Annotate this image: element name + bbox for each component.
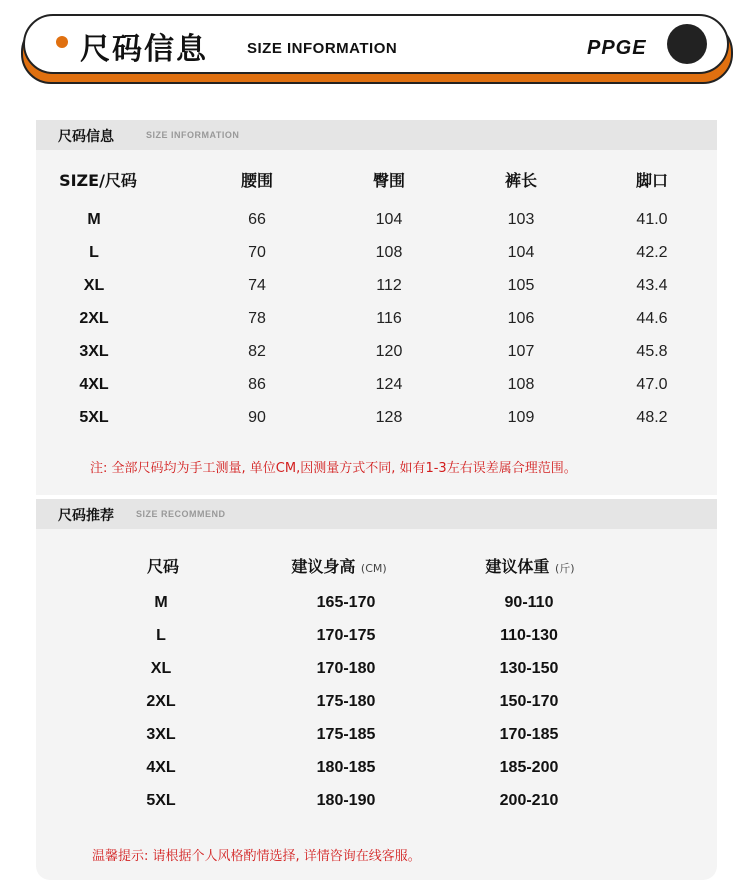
size-recommend-cell: 185-200 (499, 759, 559, 776)
size-recommend-note: 温馨提示: 请根据个人风格酌情选择, 详情咨询在线客服。 (92, 849, 421, 864)
size-recommend-cell: 200-210 (499, 792, 559, 809)
size-info-cell: 70 (248, 244, 266, 261)
header-title-cn: 尺码信息 (80, 32, 208, 67)
size-recommend-col-header (485, 554, 574, 577)
size-info-cell: 48.2 (636, 409, 668, 426)
header-title-en: SIZE INFORMATION (247, 40, 398, 57)
size-info-cell-size: 3XL (79, 343, 109, 360)
size-info-cell: 43.4 (636, 277, 668, 294)
size-info-cell-size: XL (83, 277, 105, 294)
size-recommend-cell: 165-170 (316, 594, 376, 611)
size-info-cell: 128 (375, 409, 403, 426)
size-info-note: 注: 全部尺码均为手工测量, 单位CM,因测量方式不同, 如有1-3左右误差属合理范围。 (90, 461, 577, 476)
size-info-cell: 104 (375, 211, 403, 228)
size-info-cell: 107 (507, 343, 535, 360)
size-info-cell-size: 5XL (79, 409, 109, 426)
size-recommend-col-header (291, 554, 386, 577)
size-info-cell-size: L (89, 244, 99, 261)
size-info-cell: 66 (248, 211, 266, 228)
size-info-cell: 108 (507, 376, 535, 393)
size-info-card-header (36, 120, 717, 150)
size-recommend-title-cn: 尺码推荐 (58, 508, 114, 524)
size-info-cell: 78 (248, 310, 266, 327)
size-recommend-cell: 175-180 (316, 693, 376, 710)
size-recommend-col-label: 建议身高 (291, 557, 356, 576)
size-info-cell: 86 (248, 376, 266, 393)
size-info-card (36, 120, 717, 495)
size-recommend-cell-size: 4XL (146, 759, 176, 776)
size-info-cell: 116 (376, 310, 402, 327)
size-recommend-col-header: 尺码 (146, 557, 180, 576)
brand-logo: PPGE (587, 37, 647, 59)
size-info-title-cn: 尺码信息 (58, 129, 114, 145)
size-recommend-cell: 110-130 (500, 627, 558, 644)
size-info-col-header: 脚口 (635, 171, 669, 190)
expand-button[interactable] (667, 24, 707, 64)
size-recommend-cell-size: 5XL (146, 792, 176, 809)
size-info-cell-size: 2XL (79, 310, 109, 327)
size-info-cell: 42.2 (636, 244, 668, 261)
size-recommend-cell-size: 3XL (146, 726, 176, 743)
size-recommend-cell-size: 2XL (146, 693, 176, 710)
size-info-cell: 108 (375, 244, 403, 261)
size-recommend-cell: 90-110 (504, 594, 554, 611)
size-recommend-cell: 170-175 (316, 627, 376, 644)
page-header (23, 14, 729, 74)
size-info-cell: 104 (507, 244, 535, 261)
size-info-cell: 74 (248, 277, 266, 294)
size-info-cell-size: M (87, 211, 101, 228)
size-info-col-header: 臀围 (372, 171, 406, 190)
size-info-col-header: 腰围 (240, 171, 274, 190)
size-info-cell: 82 (248, 343, 266, 360)
size-recommend-cell-size: M (154, 594, 168, 611)
size-recommend-cell-size: L (156, 627, 166, 644)
size-recommend-card-header (36, 499, 717, 529)
size-recommend-cell: 170-180 (316, 660, 376, 677)
size-info-cell: 47.0 (636, 376, 668, 393)
size-recommend-cell: 150-170 (499, 693, 559, 710)
size-recommend-col-unit: (CM) (360, 562, 387, 575)
size-info-title-en: SIZE INFORMATION (146, 130, 240, 140)
triangle-down-icon (676, 35, 698, 53)
size-info-cell: 41.0 (636, 211, 668, 228)
size-info-cell: 106 (507, 310, 535, 327)
size-info-cell: 90 (248, 409, 266, 426)
size-recommend-col-unit: (斤) (555, 562, 575, 575)
size-info-cell: 45.8 (636, 343, 668, 360)
size-recommend-cell-size: XL (150, 660, 172, 677)
size-info-cell: 112 (376, 277, 402, 294)
size-info-cell: 120 (375, 343, 403, 360)
size-recommend-cell: 130-150 (499, 660, 559, 677)
bullet-dot-icon (56, 36, 68, 48)
size-info-cell-size: 4XL (79, 376, 109, 393)
size-recommend-col-label: 建议体重 (485, 557, 550, 576)
size-info-cell: 105 (507, 277, 535, 294)
size-info-col-header: 裤长 (504, 171, 538, 190)
size-info-cell: 103 (507, 211, 535, 228)
size-info-cell: 109 (507, 409, 535, 426)
size-info-cell: 44.6 (636, 310, 668, 327)
size-info-col-header: SIZE/尺码 (59, 171, 137, 190)
size-recommend-title-en: SIZE RECOMMEND (136, 509, 226, 519)
size-recommend-cell: 180-190 (316, 792, 376, 809)
size-recommend-cell: 180-185 (316, 759, 376, 776)
size-recommend-cell: 170-185 (499, 726, 559, 743)
size-info-cell: 124 (375, 376, 403, 393)
size-recommend-card (36, 499, 717, 880)
size-recommend-cell: 175-185 (316, 726, 376, 743)
